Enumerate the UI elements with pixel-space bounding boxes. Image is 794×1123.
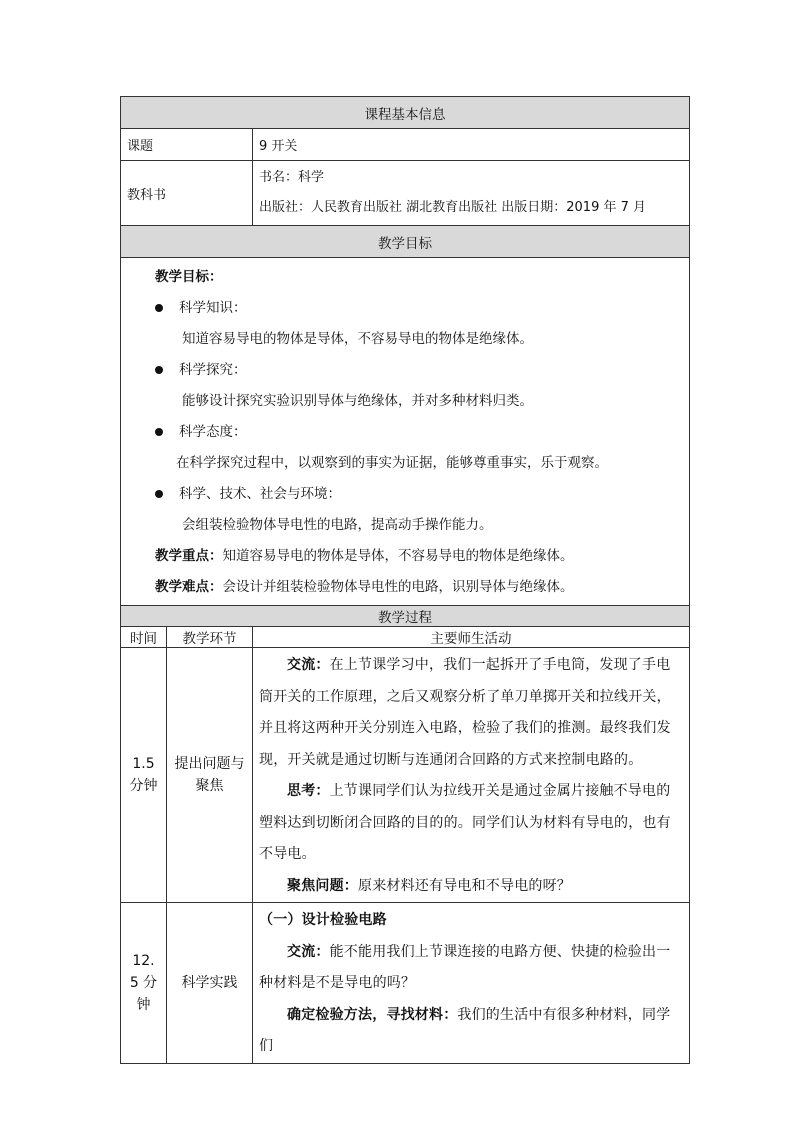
topic-value: 9 开关 [253, 129, 690, 161]
textbook-details [253, 161, 690, 226]
bullet-icon [155, 428, 163, 436]
objectives-title: 教学目标： [155, 269, 223, 285]
activity-paragraph: 确定检验方法，寻找材料：我们的生活中有很多种材料，同学们 [259, 1006, 671, 1054]
bullet-icon [155, 366, 163, 374]
col-stage: 教学环节 [167, 627, 253, 648]
objective-heading: 科学知识： [121, 293, 689, 324]
process-row [121, 903, 690, 1064]
activity-paragraph: 思考：上节课同学们认为拉线开关是通过金属片接触不导电的塑料达到切断闭合回路的目的的。同学们认为材料有导电的，也有不导电。 [259, 783, 671, 862]
objectives-cell [121, 258, 690, 606]
objective-text: 能够设计探究实验识别导体与绝缘体，并对多种材料归类。 [182, 393, 533, 409]
col-activity: 主要师生活动 [253, 627, 690, 648]
course-info-header: 课程基本信息 [121, 97, 690, 129]
topic-label: 课题 [121, 129, 253, 161]
process-row [121, 648, 690, 903]
time-cell: 12. 5 分 钟 [121, 903, 167, 1064]
objective-heading: 科学、技术、社会与环境： [121, 479, 689, 510]
activity-paragraph: 交流：在上节课学习中，我们一起拆开了手电筒，发现了手电筒开关的工作原理，之后又观察分析了单刀单掷开关和拉线开关，并且将这两种开关分别连入电路，检验了我们的推测。最终我们发现，开关就是通过切断与连通闭合回路的方式来控制电路的。 [259, 657, 671, 768]
objective-text: 会组装检验物体导电性的电路，提高动手操作能力。 [182, 517, 493, 533]
objectives-header: 教学目标 [121, 226, 690, 258]
objective-heading: 科学态度： [121, 417, 689, 448]
bullet-icon [155, 304, 163, 312]
activity-paragraph: 聚焦问题：原来材料还有导电和不导电的呀？ [287, 877, 571, 894]
key-point: 教学重点：知道容易导电的物体是导体，不容易导电的物体是绝缘体。 [155, 548, 574, 564]
stage-cell: 科学实践 [167, 903, 253, 1064]
stage-cell: 提出问题与 聚焦 [167, 648, 253, 903]
lesson-plan-document [120, 96, 689, 1064]
objective-text: 知道容易导电的物体是导体，不容易导电的物体是绝缘体。 [182, 331, 533, 347]
difficult-point: 教学难点：会设计并组装检验物体导电性的电路，识别导体与绝缘体。 [155, 579, 574, 595]
activity-cell [253, 648, 690, 903]
book-name: 书名：科学 [259, 170, 325, 185]
objective-text: 在科学探究过程中，以观察到的事实为证据，能够尊重事实，乐于观察。 [176, 455, 608, 471]
process-header: 教学过程 [121, 606, 690, 627]
textbook-label: 教科书 [121, 161, 253, 226]
col-time: 时间 [121, 627, 167, 648]
bullet-icon [155, 490, 163, 498]
time-cell: 1.5 分钟 [121, 648, 167, 903]
publisher-info: 出版社：人民教育出版社 湖北教育出版社 出版日期：2019 年 7 月 [259, 200, 647, 215]
course-info-table [120, 96, 690, 1064]
activity-cell [253, 903, 690, 1064]
objective-heading: 科学探究： [121, 355, 689, 386]
section-heading: （一）设计检验电路 [259, 912, 387, 928]
activity-paragraph: 交流：能不能用我们上节课连接的电路方便、快捷的检验出一种材料是不是导电的吗？ [259, 943, 671, 991]
